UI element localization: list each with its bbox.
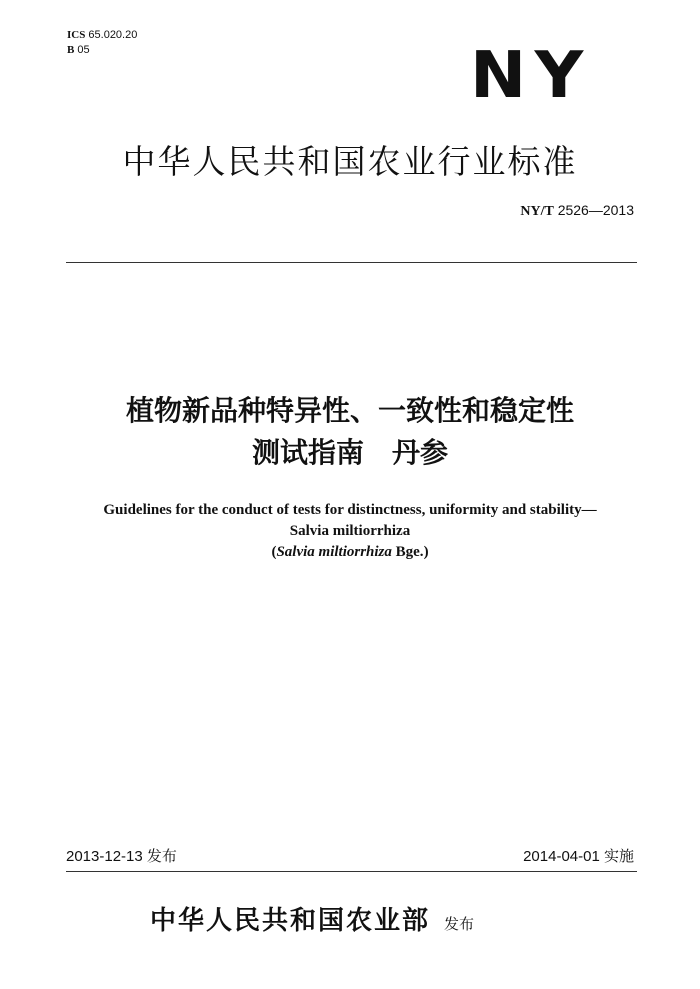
standard-prefix: NY/T [520, 204, 554, 219]
publisher-name: 中华人民共和国农业部 [150, 906, 431, 936]
chinese-title-line2: 测试指南 丹参 [251, 436, 448, 469]
ics-label: ICS [67, 29, 86, 41]
ics-code-line [67, 28, 137, 43]
chinese-title-line1: 植物新品种特异性、一致性和稳定性 [125, 394, 574, 427]
implement-label: 实施 [603, 848, 634, 865]
author-abbrev: Bge. [391, 544, 424, 560]
issue-date-line [66, 845, 177, 866]
english-title-line2: Salvia miltiorrhiza [289, 523, 411, 539]
ccs-label: B [67, 44, 75, 56]
english-title-line1: Guidelines for the conduct of tests for distinctness, uniformity and stability— [103, 502, 597, 518]
paren-open: ( [271, 544, 277, 560]
issue-label: 发布 [146, 848, 177, 865]
standard-type-title: 中华人民共和国农业行业标准 [122, 142, 578, 181]
standard-number [520, 202, 634, 220]
english-title [40, 500, 660, 563]
ccs-code: 05 [77, 44, 90, 56]
paren-close: ) [423, 544, 429, 560]
issue-date: 2013-12-13 [66, 848, 143, 865]
top-divider [66, 262, 637, 263]
latin-name: Salvia miltiorrhiza [276, 544, 392, 560]
implement-date-line [523, 845, 634, 866]
english-title-line3 [40, 542, 660, 563]
implement-date: 2014-04-01 [523, 848, 600, 865]
bottom-divider [66, 871, 637, 872]
classification-codes [67, 28, 137, 58]
publisher [150, 900, 474, 937]
ny-logo: NY [470, 39, 592, 113]
publisher-label: 发布 [444, 915, 475, 933]
chinese-title [60, 390, 640, 474]
ccs-code-line [67, 43, 137, 58]
standard-code: 2526—2013 [557, 202, 634, 218]
ics-code: 65.020.20 [88, 29, 138, 41]
